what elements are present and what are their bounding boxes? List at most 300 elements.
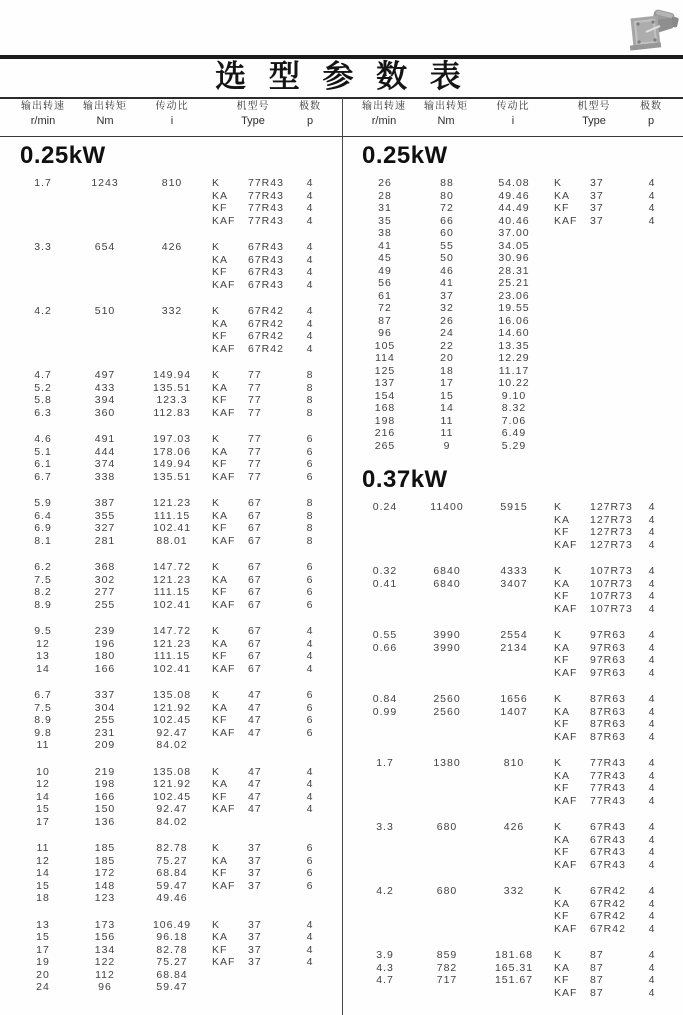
ratio-cell: 23.06 bbox=[498, 289, 530, 302]
table-row bbox=[0, 190, 341, 203]
ratio-group bbox=[0, 497, 341, 547]
poles-cell: 4 bbox=[648, 858, 656, 871]
type-prefix-cell: KF bbox=[554, 202, 570, 214]
type-prefix-cell: KF bbox=[554, 590, 570, 602]
output-torque-cell bbox=[414, 910, 480, 923]
output-speed-cell: 5.9 bbox=[34, 497, 52, 509]
table-row bbox=[342, 578, 683, 591]
type-model-cell: 67R43 bbox=[590, 858, 626, 871]
table-row bbox=[0, 266, 341, 279]
table-row bbox=[342, 202, 683, 215]
type-model-cell: 77 bbox=[248, 369, 262, 381]
type-prefix-cell: KF bbox=[212, 202, 228, 214]
table-row bbox=[0, 522, 341, 535]
ratio-cell: 19.55 bbox=[498, 302, 530, 314]
ratio-group bbox=[0, 561, 341, 611]
ratio-cell: 1656 bbox=[500, 693, 528, 705]
type-model-cell: 77 bbox=[248, 381, 262, 394]
ratio-cell: 11.17 bbox=[498, 364, 530, 377]
poles-cell: 4 bbox=[648, 629, 656, 641]
output-speed-cell: 6.7 bbox=[34, 470, 52, 483]
output-torque-cell: 123 bbox=[94, 892, 116, 904]
output-speed-cell: 12 bbox=[36, 637, 50, 650]
ratio-cell bbox=[480, 718, 548, 731]
type-prefix-cell: KF bbox=[212, 394, 228, 406]
output-torque-cell: 255 bbox=[94, 714, 116, 726]
table-row bbox=[342, 290, 683, 303]
output-speed-cell: 0.66 bbox=[372, 641, 398, 654]
poles-cell: 4 bbox=[648, 821, 656, 833]
type-prefix-cell: K bbox=[554, 949, 563, 961]
table-row bbox=[0, 369, 341, 382]
ratio-cell: 14.60 bbox=[498, 327, 530, 339]
type-prefix-cell: KAF bbox=[212, 956, 236, 968]
ratio-cell bbox=[480, 770, 548, 783]
table-right-column bbox=[342, 140, 683, 1013]
gearmotor-photo-drawing bbox=[626, 6, 680, 56]
ratio-cell: 88.01 bbox=[156, 534, 188, 547]
output-torque-cell bbox=[72, 343, 138, 356]
output-torque-cell: 185 bbox=[94, 854, 116, 867]
type-model-cell: 87 bbox=[590, 974, 604, 986]
table-row bbox=[0, 791, 341, 804]
poles-cell: 8 bbox=[306, 534, 314, 547]
poles-cell: 4 bbox=[648, 177, 656, 189]
ratio-group bbox=[0, 369, 341, 419]
type-model-cell bbox=[590, 302, 636, 315]
type-prefix-cell: K bbox=[212, 765, 221, 778]
type-prefix-cell bbox=[554, 252, 590, 265]
type-prefix-cell: K bbox=[212, 689, 221, 701]
output-torque-cell bbox=[414, 667, 480, 680]
table-row bbox=[342, 949, 683, 962]
output-speed-cell: 125 bbox=[374, 364, 396, 377]
output-speed-cell bbox=[356, 603, 414, 616]
type-model-cell: 87 bbox=[590, 961, 604, 974]
ratio-cell bbox=[480, 898, 548, 911]
poles-cell bbox=[636, 290, 668, 303]
type-model-cell: 37 bbox=[248, 854, 262, 867]
type-model-cell: 87 bbox=[590, 986, 604, 999]
output-speed-cell: 61 bbox=[378, 289, 392, 302]
ratio-cell: 40.46 bbox=[498, 214, 530, 227]
ratio-cell: 112.83 bbox=[153, 406, 191, 419]
type-model-cell: 77R43 bbox=[590, 794, 626, 807]
type-model-cell: 107R73 bbox=[590, 565, 633, 577]
output-torque-cell: 18 bbox=[440, 364, 454, 377]
ratio-cell: 12.29 bbox=[498, 352, 530, 364]
type-model-cell: 87R63 bbox=[590, 705, 626, 718]
ratio-cell: 49.46 bbox=[156, 892, 188, 904]
output-torque-cell bbox=[414, 898, 480, 911]
type-prefix-cell bbox=[554, 440, 590, 453]
table-row bbox=[342, 642, 683, 655]
type-model-cell bbox=[248, 981, 294, 994]
output-torque-cell: 387 bbox=[94, 497, 116, 509]
ratio-cell: 121.92 bbox=[152, 701, 192, 714]
output-speed-cell: 4.2 bbox=[376, 885, 394, 897]
ratio-cell: 135.08 bbox=[152, 765, 192, 778]
output-speed-cell: 7.5 bbox=[34, 573, 52, 586]
type-prefix-cell: KA bbox=[554, 833, 571, 846]
output-speed-cell bbox=[356, 718, 414, 731]
table-row bbox=[342, 340, 683, 353]
output-speed-cell bbox=[356, 898, 414, 911]
ratio-group bbox=[342, 629, 683, 679]
poles-cell bbox=[636, 315, 668, 328]
output-speed-cell: 4.7 bbox=[376, 974, 394, 986]
table-row bbox=[342, 526, 683, 539]
ratio-cell: 111.15 bbox=[153, 509, 191, 522]
column-header-p bbox=[635, 100, 667, 129]
column-header-zh: 输出转速 bbox=[21, 101, 65, 112]
column-header-en: i bbox=[511, 115, 515, 127]
type-model-cell: 107R73 bbox=[590, 590, 633, 602]
type-prefix-cell bbox=[554, 415, 590, 428]
poles-cell: 4 bbox=[648, 565, 656, 577]
type-prefix-cell bbox=[212, 816, 248, 829]
type-model-cell: 67 bbox=[248, 561, 262, 573]
poles-cell: 4 bbox=[648, 526, 656, 538]
poles-cell bbox=[294, 981, 326, 994]
poles-cell: 4 bbox=[648, 974, 656, 986]
output-torque-cell: 196 bbox=[94, 637, 116, 650]
table-row bbox=[0, 714, 341, 727]
type-model-cell: 47 bbox=[248, 714, 262, 726]
type-prefix-cell: KAF bbox=[554, 794, 578, 807]
output-speed-cell: 265 bbox=[374, 439, 396, 452]
type-model-cell: 97R63 bbox=[590, 666, 626, 679]
poles-cell: 4 bbox=[648, 214, 656, 227]
table-row bbox=[0, 177, 341, 190]
table-row bbox=[342, 923, 683, 936]
poles-cell bbox=[636, 440, 668, 453]
type-prefix-cell: KF bbox=[212, 586, 228, 598]
type-prefix-cell bbox=[554, 340, 590, 353]
type-prefix-cell: KAF bbox=[212, 214, 236, 227]
output-speed-cell: 6.1 bbox=[34, 458, 52, 470]
output-speed-cell: 35 bbox=[378, 214, 392, 227]
poles-cell: 8 bbox=[306, 509, 314, 522]
ratio-cell: 149.94 bbox=[152, 458, 192, 470]
ratio-cell: 147.72 bbox=[152, 561, 192, 573]
poles-cell: 4 bbox=[306, 189, 314, 202]
type-prefix-cell: KF bbox=[554, 526, 570, 538]
type-prefix-cell: KAF bbox=[212, 726, 236, 739]
output-speed-cell: 1.7 bbox=[376, 757, 394, 769]
ratio-cell bbox=[138, 202, 206, 215]
poles-cell: 4 bbox=[306, 931, 314, 943]
table-row bbox=[342, 770, 683, 783]
type-prefix-cell: K bbox=[212, 918, 221, 931]
output-torque-cell: 2560 bbox=[433, 693, 461, 705]
ratio-cell bbox=[138, 279, 206, 292]
table-row bbox=[0, 892, 341, 905]
ratio-cell bbox=[480, 654, 548, 667]
type-prefix-cell: KA bbox=[212, 573, 229, 586]
poles-cell: 4 bbox=[306, 330, 314, 342]
ratio-cell: 82.78 bbox=[156, 842, 188, 854]
ratio-cell bbox=[138, 254, 206, 267]
output-speed-cell: 0.99 bbox=[372, 705, 398, 718]
column-header-zh: 传动比 bbox=[496, 101, 530, 112]
ratio-cell bbox=[480, 667, 548, 680]
ratio-cell: 135.08 bbox=[152, 689, 192, 701]
output-speed-cell: 8.1 bbox=[34, 534, 52, 547]
type-prefix-cell: KAF bbox=[212, 342, 236, 355]
ratio-cell bbox=[138, 266, 206, 279]
table-row bbox=[342, 706, 683, 719]
type-prefix-cell: KA bbox=[212, 253, 229, 266]
type-prefix-cell: K bbox=[554, 565, 563, 577]
output-speed-cell bbox=[356, 910, 414, 923]
output-torque-cell: 3990 bbox=[433, 629, 461, 641]
output-torque-cell: 55 bbox=[440, 239, 454, 252]
ratio-group bbox=[342, 949, 683, 999]
column-header-en: p bbox=[306, 115, 314, 127]
output-torque-cell: 46 bbox=[440, 264, 454, 277]
output-speed-cell bbox=[14, 202, 72, 215]
type-model-cell: 67 bbox=[248, 573, 262, 586]
table-row bbox=[0, 867, 341, 880]
poles-cell bbox=[636, 227, 668, 240]
type-model-cell: 77R43 bbox=[590, 782, 626, 794]
output-torque-cell: 50 bbox=[440, 252, 454, 264]
type-model-cell: 77R43 bbox=[248, 202, 284, 214]
output-speed-cell: 38 bbox=[378, 227, 392, 239]
output-speed-cell: 12 bbox=[36, 854, 50, 867]
table-row bbox=[342, 440, 683, 453]
poles-cell: 4 bbox=[648, 693, 656, 705]
table-row bbox=[0, 842, 341, 855]
table-row bbox=[342, 693, 683, 706]
output-torque-cell bbox=[414, 859, 480, 872]
type-prefix-cell: KA bbox=[212, 701, 229, 714]
ratio-cell bbox=[480, 514, 548, 527]
table-row bbox=[342, 390, 683, 403]
type-model-cell bbox=[248, 892, 294, 905]
ratio-cell bbox=[480, 731, 548, 744]
poles-cell bbox=[636, 365, 668, 378]
type-model-cell: 127R73 bbox=[590, 513, 633, 526]
poles-cell: 4 bbox=[306, 637, 314, 650]
table-header-left bbox=[0, 100, 341, 129]
output-torque-cell bbox=[414, 731, 480, 744]
column-header-zh: 传动比 bbox=[155, 101, 189, 112]
poles-cell: 6 bbox=[306, 445, 314, 458]
ratio-cell: 54.08 bbox=[498, 177, 530, 189]
output-speed-cell: 198 bbox=[374, 414, 396, 427]
type-prefix-cell: KA bbox=[554, 513, 571, 526]
output-torque-cell: 148 bbox=[94, 879, 116, 892]
type-prefix-cell: KAF bbox=[554, 730, 578, 743]
ratio-group bbox=[0, 625, 341, 675]
output-torque-cell bbox=[414, 539, 480, 552]
poles-cell bbox=[636, 340, 668, 353]
type-prefix-cell: KAF bbox=[554, 922, 578, 935]
ratio-cell: 810 bbox=[161, 177, 183, 189]
type-model-cell: 37 bbox=[590, 177, 604, 189]
type-model-cell: 37 bbox=[248, 931, 262, 943]
output-torque-cell: 166 bbox=[94, 662, 116, 675]
poles-cell: 4 bbox=[648, 949, 656, 961]
type-model-cell: 67 bbox=[248, 509, 262, 522]
poles-cell: 4 bbox=[648, 730, 656, 743]
ratio-cell bbox=[480, 526, 548, 539]
type-model-cell: 47 bbox=[248, 689, 262, 701]
type-model-cell: 107R73 bbox=[590, 602, 633, 615]
type-prefix-cell: KA bbox=[212, 189, 229, 202]
output-torque-cell: 281 bbox=[94, 534, 116, 547]
column-header-rmin bbox=[14, 100, 72, 129]
table-row bbox=[0, 766, 341, 779]
output-torque-cell: 394 bbox=[94, 394, 116, 406]
type-model-cell: 37 bbox=[248, 956, 262, 968]
type-prefix-cell: K bbox=[212, 369, 221, 381]
output-torque-cell: 1380 bbox=[433, 757, 461, 769]
table-row bbox=[342, 898, 683, 911]
output-torque-cell: 338 bbox=[94, 470, 116, 483]
ratio-cell: 810 bbox=[503, 757, 525, 769]
type-model-cell: 97R63 bbox=[590, 654, 626, 666]
type-model-cell: 77 bbox=[248, 458, 262, 470]
output-torque-cell: 22 bbox=[440, 339, 454, 352]
type-model-cell: 67 bbox=[248, 497, 262, 509]
ratio-cell bbox=[138, 330, 206, 343]
type-model-cell: 77 bbox=[248, 406, 262, 419]
type-model-cell: 67R43 bbox=[248, 241, 284, 253]
type-model-cell: 77 bbox=[248, 470, 262, 483]
output-speed-cell: 14 bbox=[36, 662, 50, 675]
poles-cell bbox=[636, 427, 668, 440]
column-header-zh: 机型号 bbox=[577, 101, 611, 112]
ratio-cell: 10.22 bbox=[498, 377, 530, 389]
type-prefix-cell bbox=[212, 969, 248, 982]
output-speed-cell: 31 bbox=[378, 202, 392, 214]
ratio-cell: 34.05 bbox=[498, 239, 530, 252]
table-row bbox=[0, 510, 341, 523]
type-prefix-cell: K bbox=[212, 561, 221, 573]
type-prefix-cell: K bbox=[212, 497, 221, 509]
type-prefix-cell bbox=[554, 352, 590, 365]
table-row bbox=[342, 377, 683, 390]
column-header-en: r/min bbox=[371, 115, 397, 127]
output-speed-cell: 6.3 bbox=[34, 406, 52, 419]
type-prefix-cell: KF bbox=[212, 458, 228, 470]
ratio-cell bbox=[480, 987, 548, 1000]
output-speed-cell: 13 bbox=[36, 650, 50, 662]
poles-cell: 4 bbox=[648, 501, 656, 513]
output-speed-cell: 14 bbox=[36, 867, 50, 879]
type-model-cell: 77R43 bbox=[590, 757, 626, 769]
output-speed-cell: 6.9 bbox=[34, 522, 52, 534]
poles-cell: 6 bbox=[306, 701, 314, 714]
poles-cell: 6 bbox=[306, 561, 314, 573]
type-model-cell: 67 bbox=[248, 534, 262, 547]
type-model-cell: 37 bbox=[590, 214, 604, 227]
output-speed-cell bbox=[356, 667, 414, 680]
poles-cell: 8 bbox=[306, 406, 314, 419]
output-torque-cell: 136 bbox=[94, 815, 116, 828]
type-prefix-cell: K bbox=[212, 433, 221, 445]
output-torque-cell: 1243 bbox=[91, 177, 119, 189]
table-row bbox=[0, 981, 341, 994]
table-row bbox=[0, 497, 341, 510]
ratio-cell: 121.92 bbox=[152, 778, 192, 790]
ratio-cell: 2554 bbox=[500, 629, 528, 641]
poles-cell: 6 bbox=[306, 470, 314, 483]
poles-cell: 4 bbox=[306, 317, 314, 330]
type-prefix-cell: KAF bbox=[212, 406, 236, 419]
ratio-cell: 49.46 bbox=[498, 189, 530, 202]
output-speed-cell: 3.3 bbox=[376, 821, 394, 833]
type-model-cell: 67 bbox=[248, 598, 262, 611]
output-torque-cell: 782 bbox=[436, 961, 458, 974]
table-row bbox=[0, 855, 341, 868]
type-model-cell: 67 bbox=[248, 637, 262, 650]
page-title: 选 型 参 数 表 bbox=[215, 59, 468, 94]
output-speed-cell: 15 bbox=[36, 931, 50, 943]
table-row bbox=[342, 252, 683, 265]
ratio-cell: 111.15 bbox=[153, 586, 191, 598]
table-row bbox=[0, 739, 341, 752]
ratio-cell: 151.67 bbox=[494, 974, 534, 986]
output-speed-cell: 19 bbox=[36, 956, 50, 968]
type-prefix-cell bbox=[554, 402, 590, 415]
poles-cell: 8 bbox=[306, 381, 314, 394]
type-prefix-cell: KAF bbox=[212, 470, 236, 483]
type-model-cell: 67 bbox=[248, 662, 262, 675]
type-prefix-cell: K bbox=[554, 757, 563, 769]
table-row bbox=[0, 202, 341, 215]
output-speed-cell bbox=[14, 279, 72, 292]
type-prefix-cell: KF bbox=[554, 910, 570, 922]
type-prefix-cell: K bbox=[212, 177, 221, 189]
ratio-cell: 2134 bbox=[500, 641, 528, 654]
output-torque-cell: 859 bbox=[436, 949, 458, 961]
poles-cell: 4 bbox=[648, 846, 656, 858]
ratio-cell: 44.49 bbox=[498, 202, 530, 214]
output-torque-cell: 122 bbox=[94, 956, 116, 968]
type-model-cell: 77 bbox=[248, 445, 262, 458]
type-model-cell: 37 bbox=[248, 943, 262, 956]
table-row bbox=[342, 757, 683, 770]
table-row bbox=[0, 650, 341, 663]
poles-cell: 6 bbox=[306, 879, 314, 892]
poles-cell: 4 bbox=[648, 718, 656, 730]
output-torque-cell: 134 bbox=[94, 943, 116, 956]
output-torque-cell: 9 bbox=[443, 439, 451, 452]
output-speed-cell: 41 bbox=[378, 239, 392, 252]
output-torque-cell: 491 bbox=[94, 433, 116, 445]
ratio-cell: 25.21 bbox=[498, 277, 530, 289]
ratio-group bbox=[0, 433, 341, 483]
poles-cell bbox=[636, 327, 668, 340]
output-speed-cell: 216 bbox=[374, 427, 396, 439]
output-speed-cell: 9.5 bbox=[34, 625, 52, 637]
type-prefix-cell bbox=[212, 892, 248, 905]
ratio-cell: 92.47 bbox=[156, 803, 188, 815]
output-torque-cell: 17 bbox=[440, 377, 454, 389]
ratio-cell: 178.06 bbox=[152, 445, 192, 458]
output-torque-cell: 3990 bbox=[433, 641, 461, 654]
type-model-cell: 67R42 bbox=[248, 342, 284, 355]
type-model-cell: 47 bbox=[248, 701, 262, 714]
output-speed-cell bbox=[14, 343, 72, 356]
output-torque-cell: 26 bbox=[440, 314, 454, 327]
ratio-cell: 135.51 bbox=[152, 470, 192, 483]
output-speed-cell bbox=[356, 834, 414, 847]
